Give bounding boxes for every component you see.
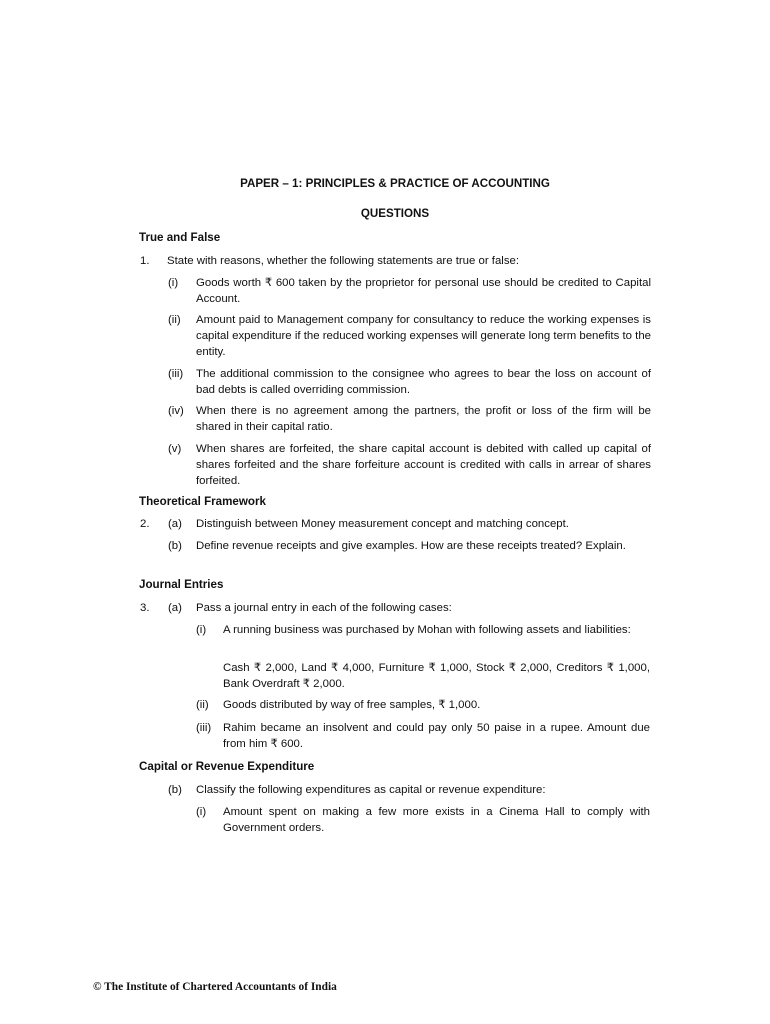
question-text: State with reasons, whether the following statements are true or false: [167,255,520,267]
item-label: (i) [168,277,179,289]
subitem-label: (iii) [196,722,212,734]
subitem-text: Amount spent on making a few more exists in a Cinema Hall to comply with Government orders. [223,806,650,834]
item-text: Define revenue receipts and give examples. How are these receipts treated? Explain. [196,540,626,552]
paper-title: PAPER – 1: PRINCIPLES & PRACTICE OF ACCOUNTING [240,177,550,190]
section-heading-theoretical: Theoretical Framework [139,495,266,508]
item-text: Distinguish between Money measurement concept and matching concept. [196,518,569,530]
item-text: The additional commission to the consignee who agrees to bear the loss on account of bad debts is called overriding commission. [196,368,651,396]
question-number: 2. [140,518,150,530]
subitem-text: Goods distributed by way of free samples, ₹ 1,000. [223,699,481,711]
questions-heading: QUESTIONS [360,207,430,220]
subitem-text: A running business was purchased by Mohan with following assets and liabilities: [223,624,631,636]
section-heading-true-false: True and False [139,231,221,244]
item-label: (v) [168,443,182,455]
subitem-text: Cash ₹ 2,000, Land ₹ 4,000, Furniture ₹ 1,000, Stock ₹ 2,000, Creditors ₹ 1,000, Bank Overdraft ₹ 2,000. [223,662,650,690]
section-heading-journal: Journal Entries [139,578,224,591]
subitem-text: Rahim became an insolvent and could pay only 50 paise in a rupee. Amount due from him ₹ 600. [223,722,650,750]
item-text: When there is no agreement among the partners, the profit or loss of the firm will be shared in their capital ratio. [196,405,651,433]
item-text: Amount paid to Management company for consultancy to reduce the working expenses is capital expenditure if the reduced working expenses will generate long term benefits to the entity. [196,314,651,358]
item-text: Goods worth ₹ 600 taken by the proprietor for personal use should be credited to Capital Account. [196,277,651,305]
item-label: (a) [168,602,182,614]
item-label: (iii) [168,368,184,380]
item-text: Pass a journal entry in each of the following cases: [196,602,452,614]
item-label: (b) [168,540,182,552]
item-label: (ii) [168,314,181,326]
item-text: Classify the following expenditures as capital or revenue expenditure: [196,784,546,796]
subitem-label: (i) [196,624,207,636]
item-label: (b) [168,784,182,796]
question-number: 3. [140,602,150,614]
subitem-label: (ii) [196,699,209,711]
section-heading-capital-revenue: Capital or Revenue Expenditure [139,760,315,773]
item-text: When shares are forfeited, the share capital account is debited with called up capital of shares forfeited and the share forfeiture account is credited with calls in arrear of shares forfeited. [196,443,651,487]
subitem-label: (i) [196,806,207,818]
item-label: (a) [168,518,182,530]
item-label: (iv) [168,405,184,417]
question-number: 1. [140,255,150,267]
footer-copyright: © The Institute of Chartered Accountants of India [93,981,337,993]
